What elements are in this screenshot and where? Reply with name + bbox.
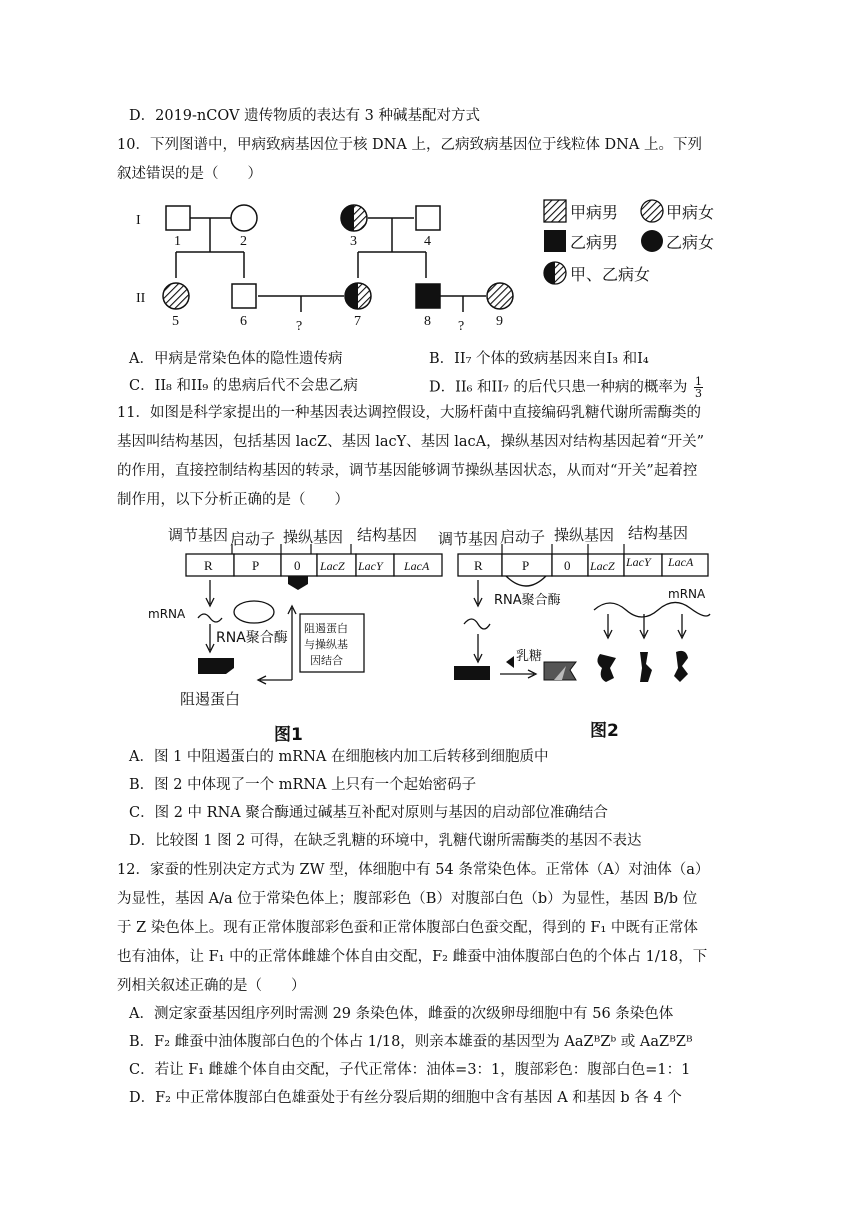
legend-yi-male: 乙病男 — [570, 233, 619, 252]
figure-2-induction — [430, 518, 720, 746]
offspring-unknown: ? — [458, 319, 465, 334]
q12-stem-line1: 12．家蚕的性别决定方式为 ZW 型，体细胞中有 54 条常染色体。正常体（A）对油体（a） — [117, 862, 710, 878]
header-structural-genes: 结构基因 — [357, 526, 418, 544]
q10-option-a: A．甲病是常染色体的隐性遗传病 — [129, 351, 343, 367]
header-operator: 操纵基因 — [554, 526, 615, 544]
repressor-protein — [454, 666, 490, 680]
fraction-denominator: 3 — [695, 387, 702, 400]
q12-stem-line2: 为显性，基因 A/a 位于常染色体上；腹部彩色（B）对腹部白色（b）为显性，基因 B/b 位 — [117, 891, 698, 907]
header-regulatory-gene: 调节基因 — [168, 526, 229, 544]
cell-label: 0 — [294, 558, 301, 573]
individual-number: 7 — [354, 314, 361, 329]
q12-stem-line3: 于 Z 染色体上。现有正常体腹部彩色蚕和正常体腹部白色蚕交配，得到的 F₁ 中既有正常体 — [117, 920, 698, 936]
q12-option-c: C．若让 F₁ 雌雄个体自由交配，子代正常体：油体=3：1，腹部彩色：腹部白色=1：1 — [129, 1062, 691, 1078]
figure-1-repression — [140, 518, 450, 746]
cell-label: R — [474, 558, 483, 573]
individual-I2 — [231, 205, 257, 231]
box-text-line1: 阻遏蛋白 — [304, 622, 348, 635]
pedigree-chart — [130, 190, 730, 350]
pedigree-legend — [544, 200, 714, 284]
rna-polymerase-label: RNA聚合酶 — [494, 593, 561, 608]
legend-both-female: 甲、乙病女 — [570, 265, 651, 284]
individual-I1 — [166, 206, 190, 230]
bound-repressor — [288, 576, 308, 590]
header-regulatory-gene: 调节基因 — [438, 530, 499, 548]
rna-polymerase-label: RNA聚合酶 — [216, 630, 288, 646]
cell-label: R — [204, 558, 213, 573]
q10-option-b: B．II₇ 个体的致病基因来自I₃ 和I₄ — [429, 351, 649, 367]
lactose-label: 乳糖 — [516, 649, 543, 664]
legend-yi-female: 乙病女 — [666, 233, 715, 252]
q12-option-d: D．F₂ 中正常体腹部白色雄蚕处于有丝分裂后期的细胞中含有基因 A 和基因 b 各 4 个 — [129, 1090, 682, 1106]
q11-option-b: B．图 2 中体现了一个 mRNA 上只有一个起始密码子 — [129, 777, 477, 793]
individual-I4 — [416, 206, 440, 230]
polycistronic-mrna — [594, 602, 710, 617]
q10-option-c: C．II₈ 和II₉ 的患病后代不会患乙病 — [129, 378, 358, 394]
individual-number: 9 — [496, 314, 503, 329]
individual-number: 8 — [424, 314, 431, 329]
q12-option-a: A．测定家蚕基因组序列时需测 29 条染色体，雌蚕的次级卵母细胞中有 56 条染色体 — [129, 1006, 674, 1022]
individual-number: 6 — [240, 314, 247, 329]
repressor-label: 阻遏蛋白 — [180, 690, 241, 708]
q11-option-a: A．图 1 中阻遏蛋白的 mRNA 在细胞核内加工后转移到细胞质中 — [129, 749, 549, 765]
q11-stem-line4: 制作用，以下分析正确的是（ ） — [117, 492, 349, 508]
individual-number: 5 — [172, 314, 179, 329]
mrna-label: mRNA — [668, 587, 706, 601]
q9-option-d: D．2019-nCOV 遗传物质的表达有 3 种碱基配对方式 — [129, 108, 481, 124]
fraction — [694, 376, 703, 399]
repressor-protein — [198, 658, 234, 674]
q12-option-b: B．F₂ 雌蚕中油体腹部白色的个体占 1/18，则亲本雄蚕的基因型为 AaZᴮZᵇ 或 AaZᴮZᴮ — [129, 1034, 693, 1050]
q11-option-c: C．图 2 中 RNA 聚合酶通过碱基互补配对原则与基因的启动部位准确结合 — [129, 805, 608, 821]
q10-option-d-text: D．II₆ 和II₇ 的后代只患一种病的概率为 — [429, 379, 688, 396]
individual-II5 — [163, 283, 189, 309]
individual-number: 4 — [424, 234, 431, 249]
q11-stem-line1: 11．如图是科学家提出的一种基因表达调控假设，大肠杆菌中直接编码乳糖代谢所需酶类的 — [117, 405, 701, 421]
rna-polymerase-shape — [506, 576, 546, 586]
q12-stem-line5: 列相关叙述正确的是（ ） — [117, 978, 306, 994]
q11-stem-line2: 基因叫结构基因，包括基因 lacZ、基因 lacY、基因 lacA，操纵基因对结构基因起着“开关” — [117, 434, 704, 450]
legend-jia-male: 甲病男 — [570, 203, 619, 222]
generation-label-2: II — [136, 291, 146, 306]
cell-label: LacZ — [320, 559, 345, 573]
header-structural-genes: 结构基因 — [628, 524, 689, 542]
individual-II6 — [232, 284, 256, 308]
individual-number: 1 — [174, 234, 181, 249]
figure-2-caption: 图2 — [590, 721, 619, 741]
individual-I3 — [341, 205, 367, 231]
cell-label: LacA — [404, 559, 430, 573]
header-promoter: 启动子 — [500, 528, 546, 546]
individual-II9 — [487, 283, 513, 309]
offspring-unknown: ? — [296, 319, 303, 334]
cell-label: LacY — [626, 555, 651, 569]
cell-label: LacA — [668, 555, 694, 569]
box-text-line3: 因结合 — [310, 654, 343, 667]
cell-label: P — [522, 558, 530, 573]
enzyme-products — [597, 651, 688, 682]
box-text-line2: 与操纵基 — [304, 638, 348, 651]
cell-label: P — [252, 558, 260, 573]
q10-stem-line2: 叙述错误的是（ ） — [117, 166, 262, 182]
lactose-shape — [506, 656, 514, 668]
header-promoter: 启动子 — [230, 530, 276, 548]
header-operator: 操纵基因 — [283, 528, 344, 546]
cell-label: 0 — [564, 558, 571, 573]
figure-1-caption: 图1 — [274, 725, 303, 745]
mrna-label: mRNA — [148, 607, 186, 621]
cell-label: LacZ — [590, 559, 615, 573]
q12-stem-line4: 也有油体，让 F₁ 中的正常体雌雄个体自由交配，F₂ 雌蚕中油体腹部白色的个体占 1/18，下 — [117, 949, 708, 965]
individual-number: 2 — [240, 234, 247, 249]
q11-option-d: D．比较图 1 图 2 可得，在缺乏乳糖的环境中，乳糖代谢所需酶类的基因不表达 — [129, 833, 642, 849]
fraction-numerator: 1 — [695, 375, 702, 388]
legend-jia-female: 甲病女 — [666, 203, 715, 222]
q10-option-d — [429, 376, 703, 399]
generation-label-1: I — [136, 213, 141, 228]
q10-stem-line1: 10．下列图谱中，甲病致病基因位于核 DNA 上，乙病致病基因位于线粒体 DNA 上。下列 — [117, 137, 702, 153]
individual-II7 — [345, 283, 371, 309]
q11-stem-line3: 的作用，直接控制结构基因的转录，调节基因能够调节操纵基因状态，从而对“开关”起着控 — [117, 463, 698, 479]
cell-label: LacY — [358, 559, 383, 573]
individual-number: 3 — [350, 234, 357, 249]
individual-II8 — [416, 284, 440, 308]
